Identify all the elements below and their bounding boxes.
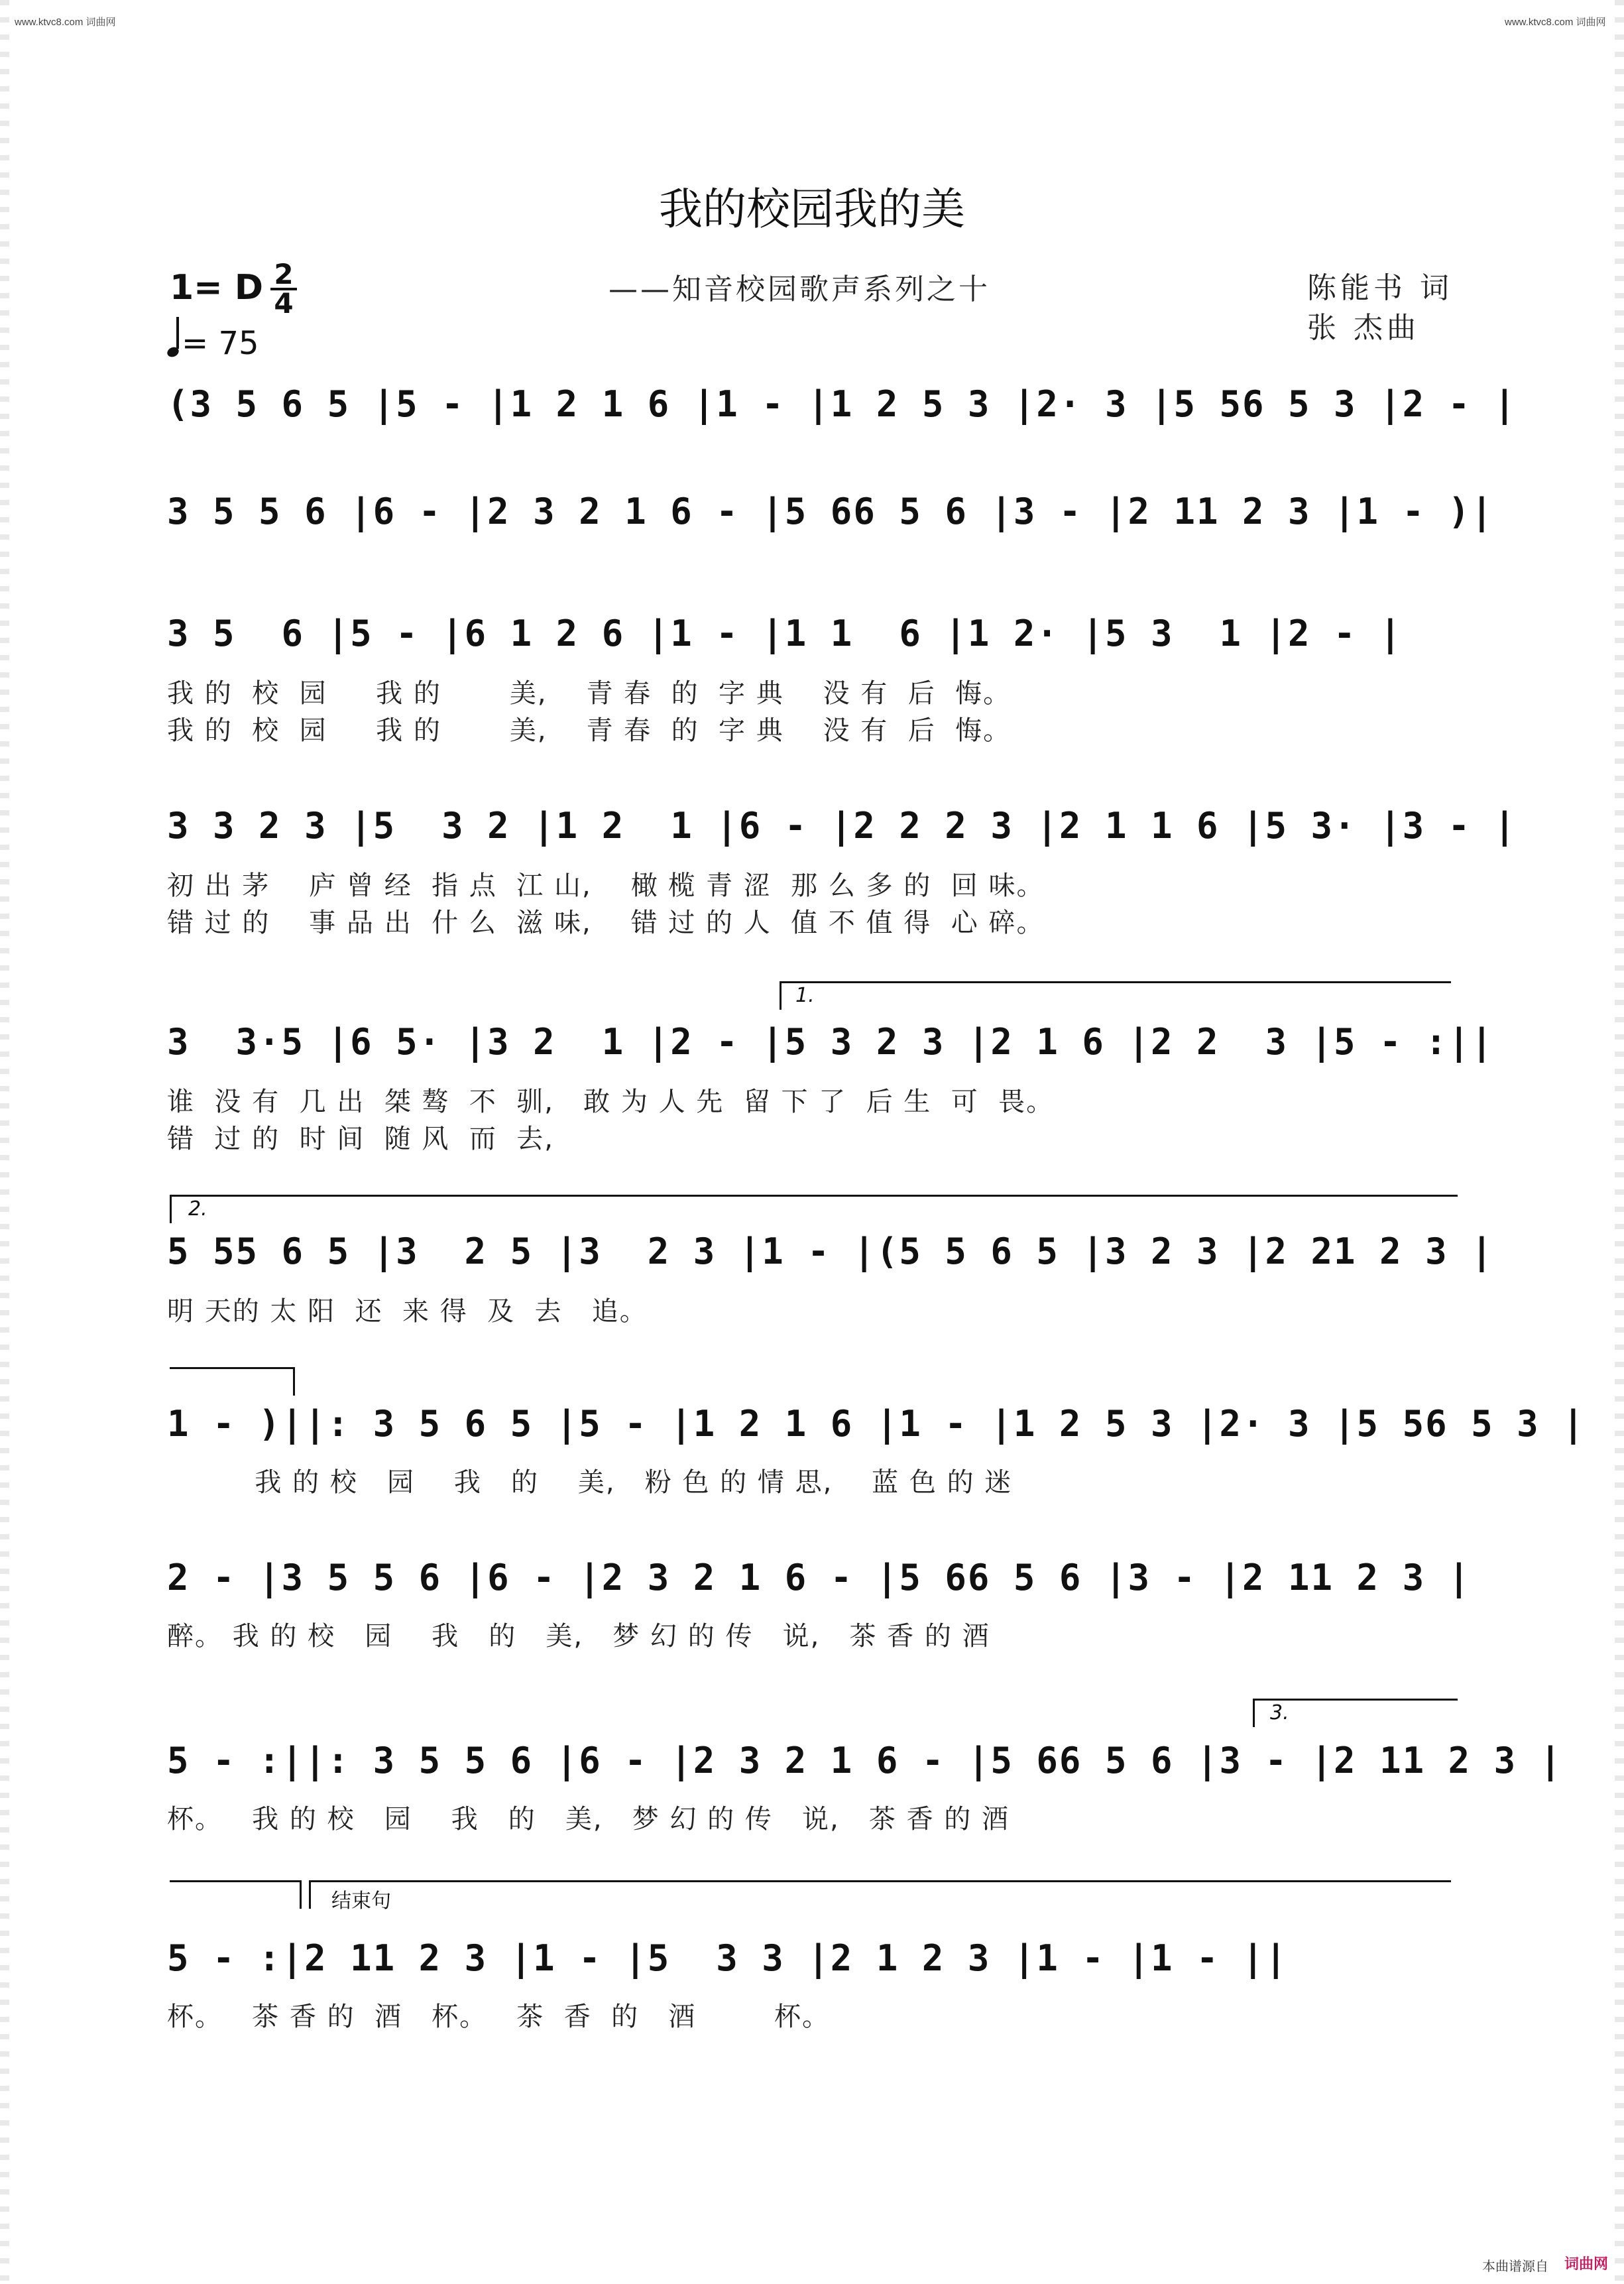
header-right-brand[interactable]: 词曲网	[1576, 17, 1606, 28]
system-1	[167, 383, 1517, 430]
volta-label-2: 2.	[188, 1197, 207, 1221]
lyric-verse-2: 错 过 的 事 品 出 什 么 滋 味, 错 过 的 人 值 不 值 得 心 碎。	[167, 908, 1045, 938]
footer-source: 本曲谱源自	[1482, 2258, 1548, 2274]
lyric-verse-1: 明 天的 太 阳 还 来 得 及 去 追。	[167, 1296, 648, 1327]
system-3	[167, 613, 1460, 745]
system-notes: 2 - |3 5 5 6 |6 - |2 3 2 1 6 - |5 66 5 6 |3 - |2 11 2 3 |	[167, 1557, 1472, 1598]
lyric-verse-1: 杯。 茶 香 的 酒 杯。 茶 香 的 酒 杯。	[167, 2002, 831, 2032]
system-notes: 1 - )||: 3 5 6 5 |5 - |1 2 1 6 |1 - |1 2 5 3 |2· 3 |5 56 5 3 |	[167, 1403, 1586, 1445]
volta-label-1: 1.	[795, 984, 815, 1007]
song-title: 我的校园我的美	[659, 184, 965, 235]
footer-brand[interactable]: 词曲网	[1564, 2256, 1609, 2273]
system-8	[167, 1557, 1472, 1652]
system-5	[167, 1021, 1494, 1154]
header-right-url[interactable]: www.ktvc8.com	[1505, 17, 1574, 28]
time-signature-bottom: 4	[274, 287, 294, 320]
system-notes: 5 - :|2 11 2 3 |1 - |5 3 3 |2 1 2 3 |1 - |1 - ||	[167, 1937, 1289, 1979]
coda-bracket	[309, 1880, 1451, 1909]
system-notes: (3 5 6 5 |5 - |1 2 1 6 |1 - |1 2 5 3 |2· 3 |5 56 5 3 |2 - |	[167, 383, 1517, 425]
header-left-url[interactable]: www.ktvc8.com	[15, 17, 84, 28]
system-4	[167, 805, 1517, 938]
volta-bracket-2	[170, 1195, 1458, 1223]
song-subtitle: ——知音校园歌声系列之十	[609, 272, 990, 306]
lyric-verse-1: 我 的 校 园 我 的 美, 青 春 的 字 典 没 有 后 悔。	[167, 678, 1012, 709]
system-notes: 3 3·5 |6 5· |3 2 1 |2 - |5 3 2 3 |2 1 6 |2 2 3 |5 - :||	[167, 1021, 1494, 1063]
lyricist: 陈能书 词	[1307, 271, 1453, 305]
lyric-verse-1: 初 出 茅 庐 曾 经 指 点 江 山, 橄 榄 青 涩 那 么 多 的 回 味。	[167, 871, 1045, 901]
volta-bracket-1	[780, 981, 1451, 1010]
lyric-verse-2: 我 的 校 园 我 的 美, 青 春 的 字 典 没 有 后 悔。	[167, 715, 1012, 746]
time-signature-top: 2	[270, 261, 297, 290]
system-9	[167, 1740, 1563, 1834]
system-notes: 3 3 2 3 |5 3 2 |1 2 1 |6 - |2 2 2 3 |2 1 1 6 |5 3· |3 - |	[167, 805, 1517, 847]
lyric-verse-1: 杯。 我 的 校 园 我 的 美, 梦 幻 的 传 说, 茶 香 的 酒	[167, 1804, 1010, 1834]
lyric-verse-1: 谁 没 有 几 出 桀 骜 不 驯, 敢 为 人 先 留 下 了 后 生 可 畏。	[167, 1087, 1055, 1117]
system-10	[167, 1937, 1460, 2030]
composer: 张 杰曲	[1307, 311, 1420, 345]
tempo-value: = 75	[182, 325, 259, 362]
lyric-verse-2: 错 过 的 时 间 随 风 而 去,	[167, 1124, 555, 1154]
volta-end-bracket	[170, 1367, 295, 1396]
system-notes: 5 55 6 5 |3 2 5 |3 2 3 |1 - |(5 5 6 5 |3 2 3 |2 21 2 3 |	[167, 1231, 1494, 1272]
volta-label-3: 3.	[1270, 1701, 1289, 1724]
volta-end-bracket-2	[170, 1880, 302, 1909]
system-notes: 5 - :||: 3 5 5 6 |6 - |2 3 2 1 6 - |5 66 5 6 |3 - |2 11 2 3 |	[167, 1740, 1563, 1781]
system-notes: 3 5 6 |5 - |6 1 2 6 |1 - |1 1 6 |1 2· |5 3 1 |2 - |	[167, 613, 1403, 654]
key-signature: 1= D	[170, 268, 264, 308]
system-notes: 3 5 5 6 |6 - |2 3 2 1 6 - |5 66 5 6 |3 - |2 11 2 3 |1 - )|	[167, 491, 1494, 532]
coda-label: 结束句	[331, 1890, 391, 1913]
header-left-brand[interactable]: 词曲网	[86, 17, 116, 28]
system-6	[167, 1231, 1494, 1327]
system-2	[167, 491, 1494, 537]
lyric-verse-1: 我 的 校 园 我 的 美, 粉 色 的 情 思, 蓝 色 的 迷	[167, 1467, 1013, 1498]
lyric-verse-1: 醉。 我 的 校 园 我 的 美, 梦 幻 的 传 说, 茶 香 的 酒	[167, 1621, 990, 1652]
system-7	[167, 1403, 1586, 1498]
